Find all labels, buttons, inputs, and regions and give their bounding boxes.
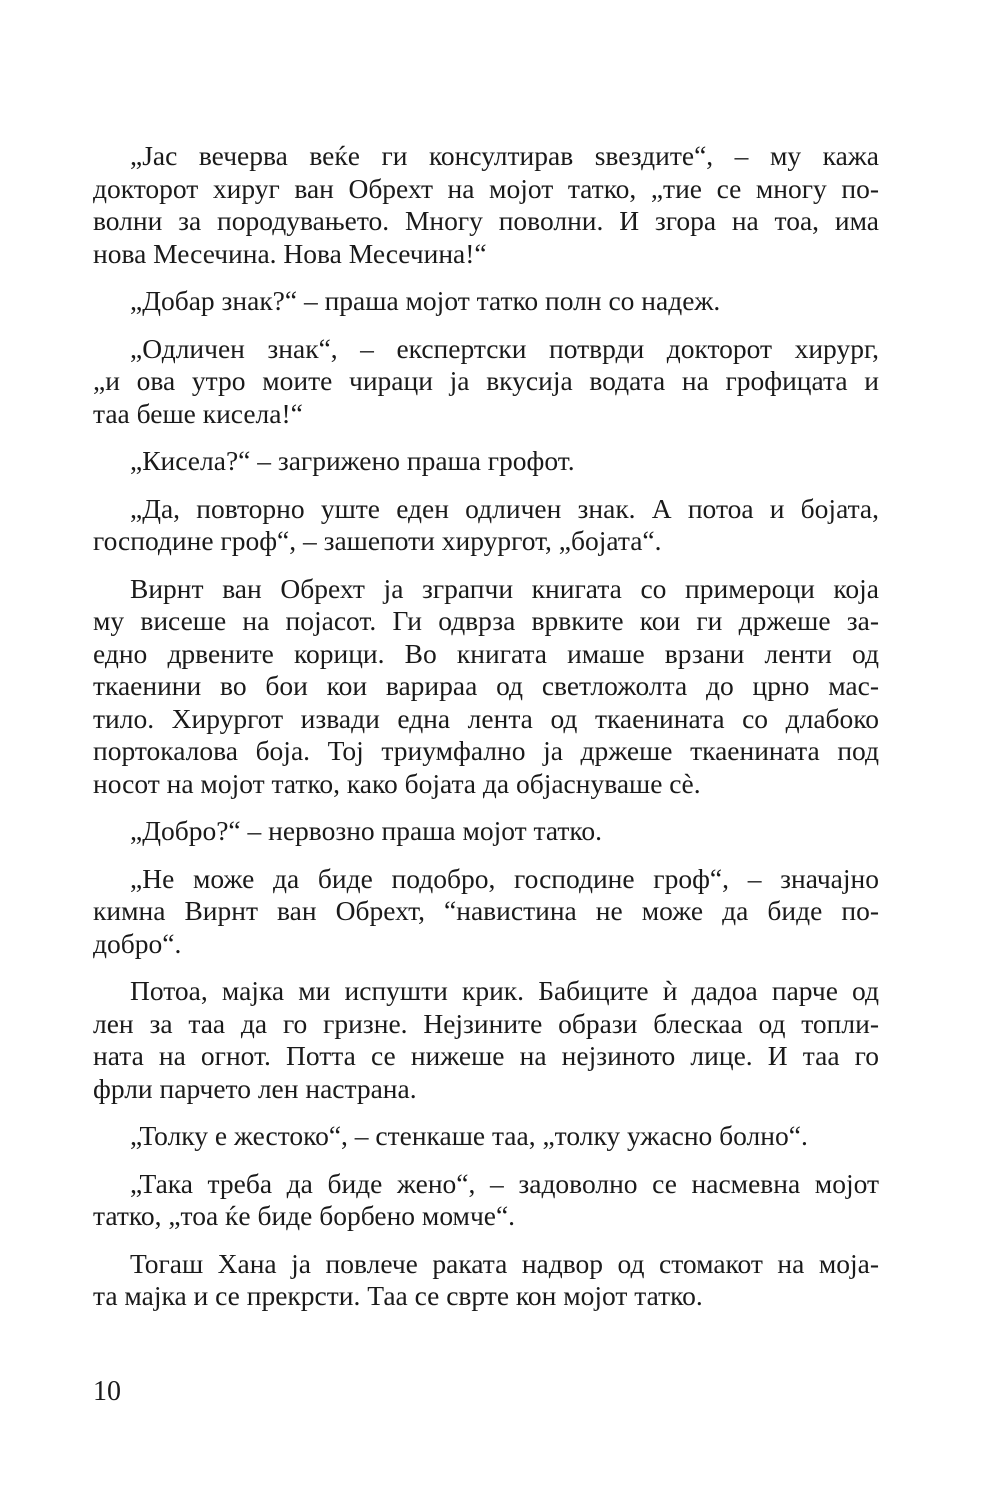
paragraph (93, 1168, 879, 1233)
text-line: едно дрвените корици. Во книгата имаше врзани ленти од (93, 637, 879, 669)
text-line: Тогаш Хана ја повлече раката надвор од стомакот на моја- (130, 1247, 879, 1279)
paragraph (93, 140, 879, 270)
paragraph (93, 445, 879, 478)
text-line: нова Месечина. Нова Месечина!“ (93, 237, 487, 269)
text-line: „Така треба да биде жено“, – задоволно се насмевна мојот (130, 1167, 879, 1199)
paragraph (93, 1248, 879, 1313)
text-line: господине гроф“, – зашепоти хирургот, „бојата“. (93, 525, 662, 556)
paragraph (93, 863, 879, 961)
text-line: „Да, повторно уште еден одличен знак. А потоа и бојата, (130, 492, 879, 524)
paragraph (93, 1120, 879, 1153)
text-line: кимна Вирнт ван Обрехт, “навистина не може да биде по- (93, 895, 879, 926)
page-number: 10 (93, 1376, 121, 1407)
text-line: „Добро?“ – нервозно праша мојот татко. (130, 815, 602, 846)
text-line: докторот хируг ван Обрехт на мојот татко, „тие се многу по- (93, 172, 879, 204)
text-line: ткаенини во бои кои варираа од светложолта до црно мас- (93, 670, 879, 701)
text-line: „и ова утро моите чираци ја вкусија водата на грофицата и (93, 365, 879, 396)
paragraph (93, 285, 879, 318)
text-line: му висеше на појасот. Ги одврза врвките кои ги држеше за- (93, 605, 879, 636)
text-line: „Толку е жестоко“, – стенкаше таа, „толку ужасно болно“. (130, 1120, 808, 1151)
text-line: Потоа, мајка ми испушти крик. Бабиците ѝ дадоа парче од (130, 975, 879, 1006)
paragraph (93, 333, 879, 431)
text-line: лен за таа да го гризне. Нејзините образи блескаа од топли- (93, 1007, 879, 1039)
text-line: „Добар знак?“ – праша мојот татко полн со надеж. (130, 285, 721, 316)
text-line: портокалова боја. Тој триумфално ја држеше ткаенината под (93, 735, 879, 766)
text-line: ната на огнот. Потта се нижеше на нејзиното лице. И таа го (93, 1040, 879, 1071)
text-line: добро“. (93, 927, 182, 959)
text-line: „Кисела?“ – загрижено праша грофот. (130, 445, 575, 476)
text-line: фрли парчето лен настрана. (93, 1072, 417, 1104)
text-line: Вирнт ван Обрехт ја зграпчи книгата со примероци која (130, 572, 879, 604)
text-line: таа беше кисела!“ (93, 397, 303, 429)
paragraph (93, 975, 879, 1105)
paragraph (93, 815, 879, 848)
paragraph (93, 573, 879, 801)
text-line: „Не може да биде подобро, господине гроф“, – значајно (130, 862, 879, 894)
text-line: та мајка и се прекрсти. Таа се сврте кон мојот татко. (93, 1280, 703, 1311)
text-line: „Одличен знак“, – експертски потврди докторот хирург, (130, 332, 879, 364)
paragraph (93, 493, 879, 558)
text-line: носот на мојот татко, како бојата да објаснуваше сѐ. (93, 767, 701, 799)
page-body (93, 140, 879, 1328)
text-line: „Јас вечерва веќе ги консултирав ѕвездите“, – му кажа (130, 140, 879, 171)
text-line: тило. Хирургот извади една лента од ткаенината со длабоко (93, 702, 879, 734)
text-line: волни за породувањето. Многу поволни. И згора на тоа, има (93, 205, 879, 236)
text-line: татко, „тоа ќе биде борбено момче“. (93, 1200, 516, 1231)
